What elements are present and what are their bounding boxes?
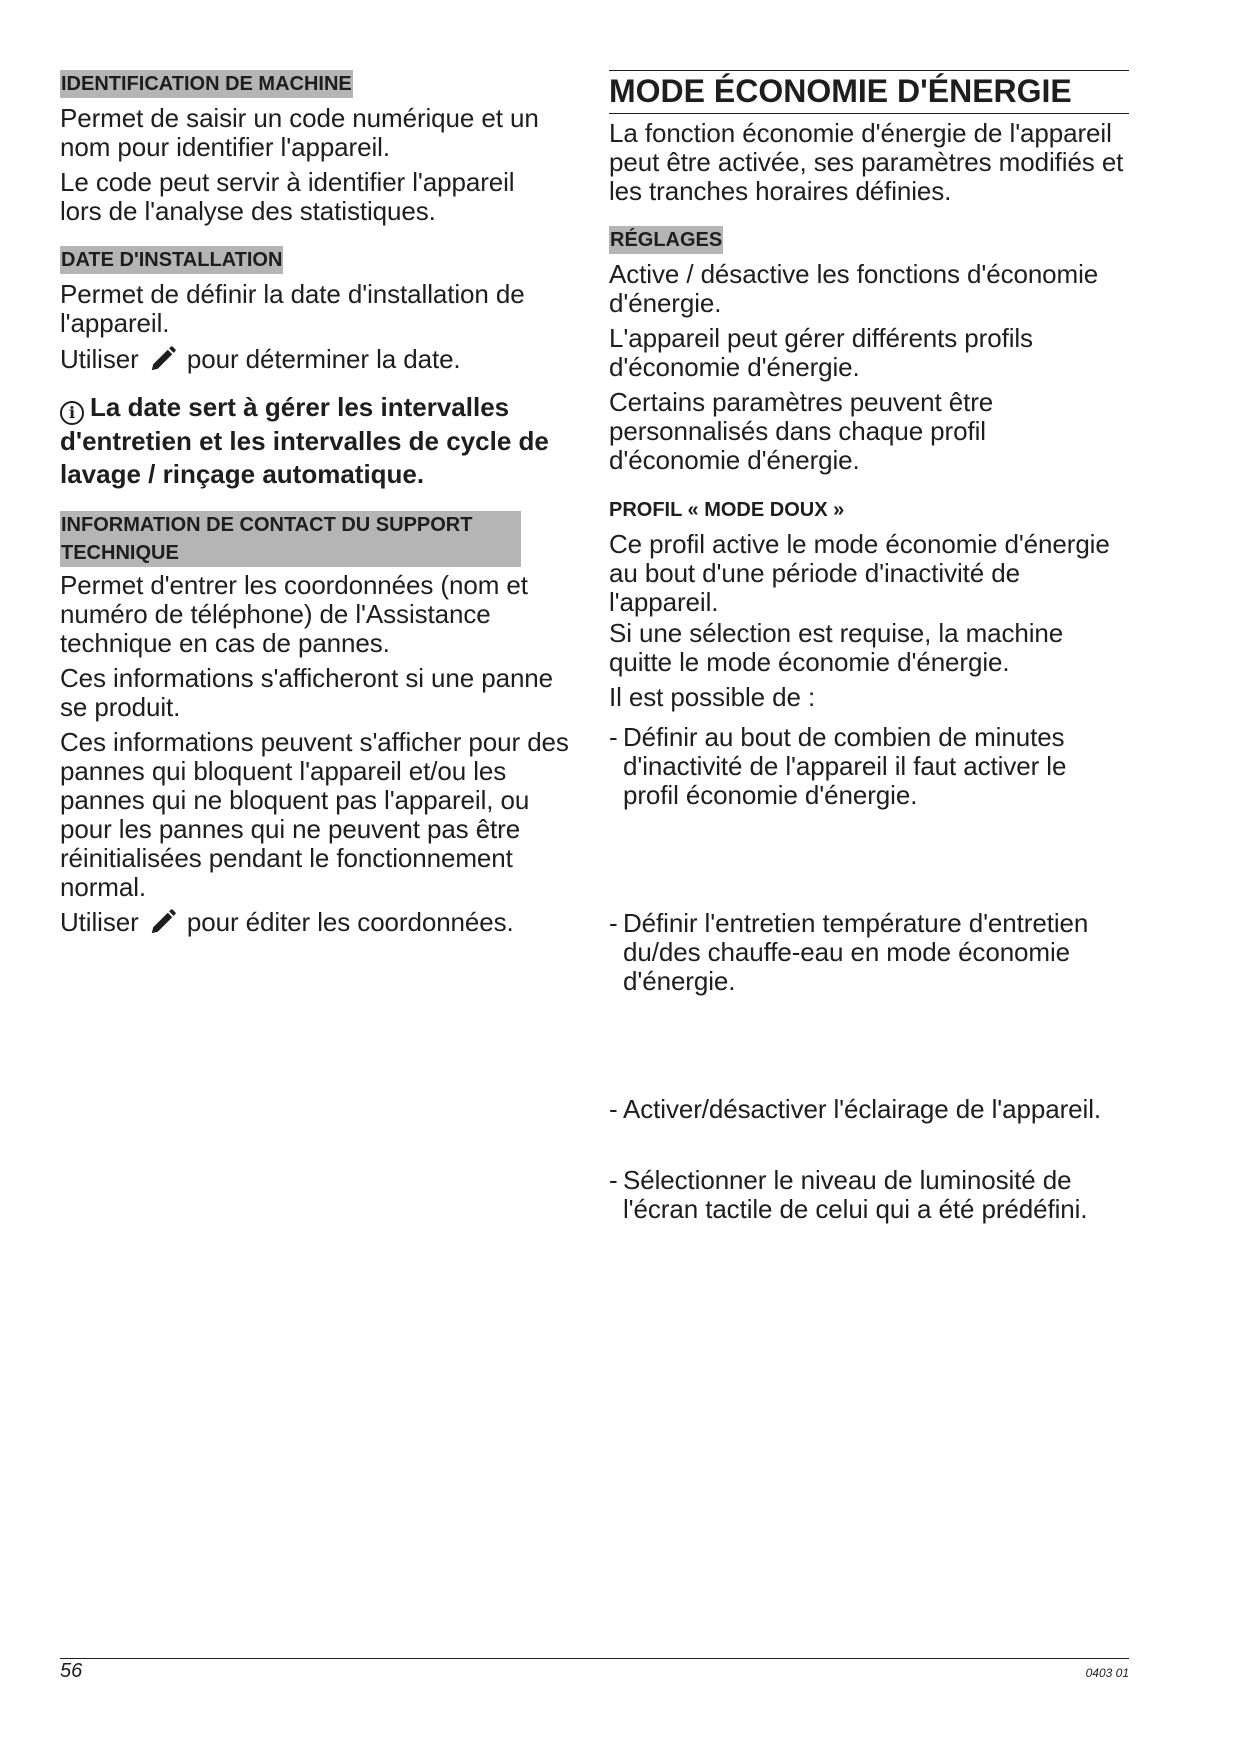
installation-use-line: [60, 344, 580, 374]
installation-use-suffix: pour déterminer la date.: [186, 344, 461, 374]
support-paragraph-2: Ces informations s'afficheront si une panne se produit.: [60, 663, 554, 722]
support-use-suffix: pour éditer les coordonnées.: [186, 907, 514, 937]
info-icon: i: [60, 401, 84, 425]
identification-paragraph-2: Le code peut servir à identifier l'appareil lors de l'analyse des statistiques.: [60, 167, 515, 226]
soft-profile-heading: PROFIL « MODE DOUX »: [609, 499, 845, 521]
pencil-icon: [148, 344, 178, 374]
list-item: - Définir l'entretien température d'entretien du/des chauffe-eau en mode économie d'énergie.: [609, 908, 1089, 996]
energy-intro: La fonction économie d'énergie de l'appareil peut être activée, ses paramètres modifiés et les tranches horaires définies.: [609, 118, 1124, 206]
list-item: - Définir au bout de combien de minutes d'inactivité de l'appareil il faut activer le profil économie d'énergie.: [609, 722, 1067, 810]
page-title: MODE ÉCONOMIE D'ÉNERGIE: [609, 70, 1129, 114]
identification-heading: IDENTIFICATION DE MACHINE: [60, 70, 353, 98]
settings-heading: RÉGLAGES: [609, 226, 723, 254]
identification-paragraph-1: Permet de saisir un code numérique et un nom pour identifier l'appareil.: [60, 103, 539, 162]
support-heading: INFORMATION DE CONTACT DU SUPPORT TECHNIQUE: [60, 511, 521, 567]
pencil-icon: [148, 907, 178, 937]
footer-divider: [60, 1658, 1129, 1659]
support-use-line: [60, 907, 580, 937]
installation-note-text: La date sert à gérer les intervalles d'entretien et les intervalles de cycle de lavage / rinçage automatique.: [60, 392, 549, 489]
list-item: - Activer/désactiver l'éclairage de l'appareil.: [609, 1094, 1101, 1124]
installation-note: [60, 391, 580, 491]
soft-profile-paragraph-3: Il est possible de :: [609, 682, 816, 712]
installation-use-prefix: Utiliser: [60, 344, 139, 374]
soft-profile-paragraph-2: Si une sélection est requise, la machine quitte le mode économie d'énergie.: [609, 618, 1064, 677]
support-paragraph-3: Ces informations peuvent s'afficher pour des pannes qui bloquent l'appareil et/ou les pannes qui ne bloquent pas l'appareil, ou pour les pannes qui ne peuvent pas être réinitialisées pendant le fonctionnement normal.: [60, 727, 569, 902]
support-use-prefix: Utiliser: [60, 907, 139, 937]
installation-paragraph: Permet de définir la date d'installation de l'appareil.: [60, 279, 525, 338]
settings-paragraph-1: Active / désactive les fonctions d'économie d'énergie.: [609, 259, 1099, 318]
soft-profile-paragraph-1: Ce profil active le mode économie d'énergie au bout d'une période d'inactivité de l'appareil.: [609, 529, 1110, 617]
document-code: 0403 01: [1085, 1666, 1129, 1680]
settings-paragraph-3: Certains paramètres peuvent être personnalisés dans chaque profil d'économie d'énergie.: [609, 387, 994, 475]
settings-paragraph-2: L'appareil peut gérer différents profils d'économie d'énergie.: [609, 323, 1033, 382]
right-column: [609, 0, 1129, 1224]
support-paragraph-1: Permet d'entrer les coordonnées (nom et numéro de téléphone) de l'Assistance technique en cas de pannes.: [60, 570, 528, 658]
installation-heading: DATE D'INSTALLATION: [60, 246, 283, 274]
page-number: 56: [60, 1660, 83, 1682]
list-item: - Sélectionner le niveau de luminosité de l'écran tactile de celui qui a été prédéfini.: [609, 1165, 1088, 1224]
